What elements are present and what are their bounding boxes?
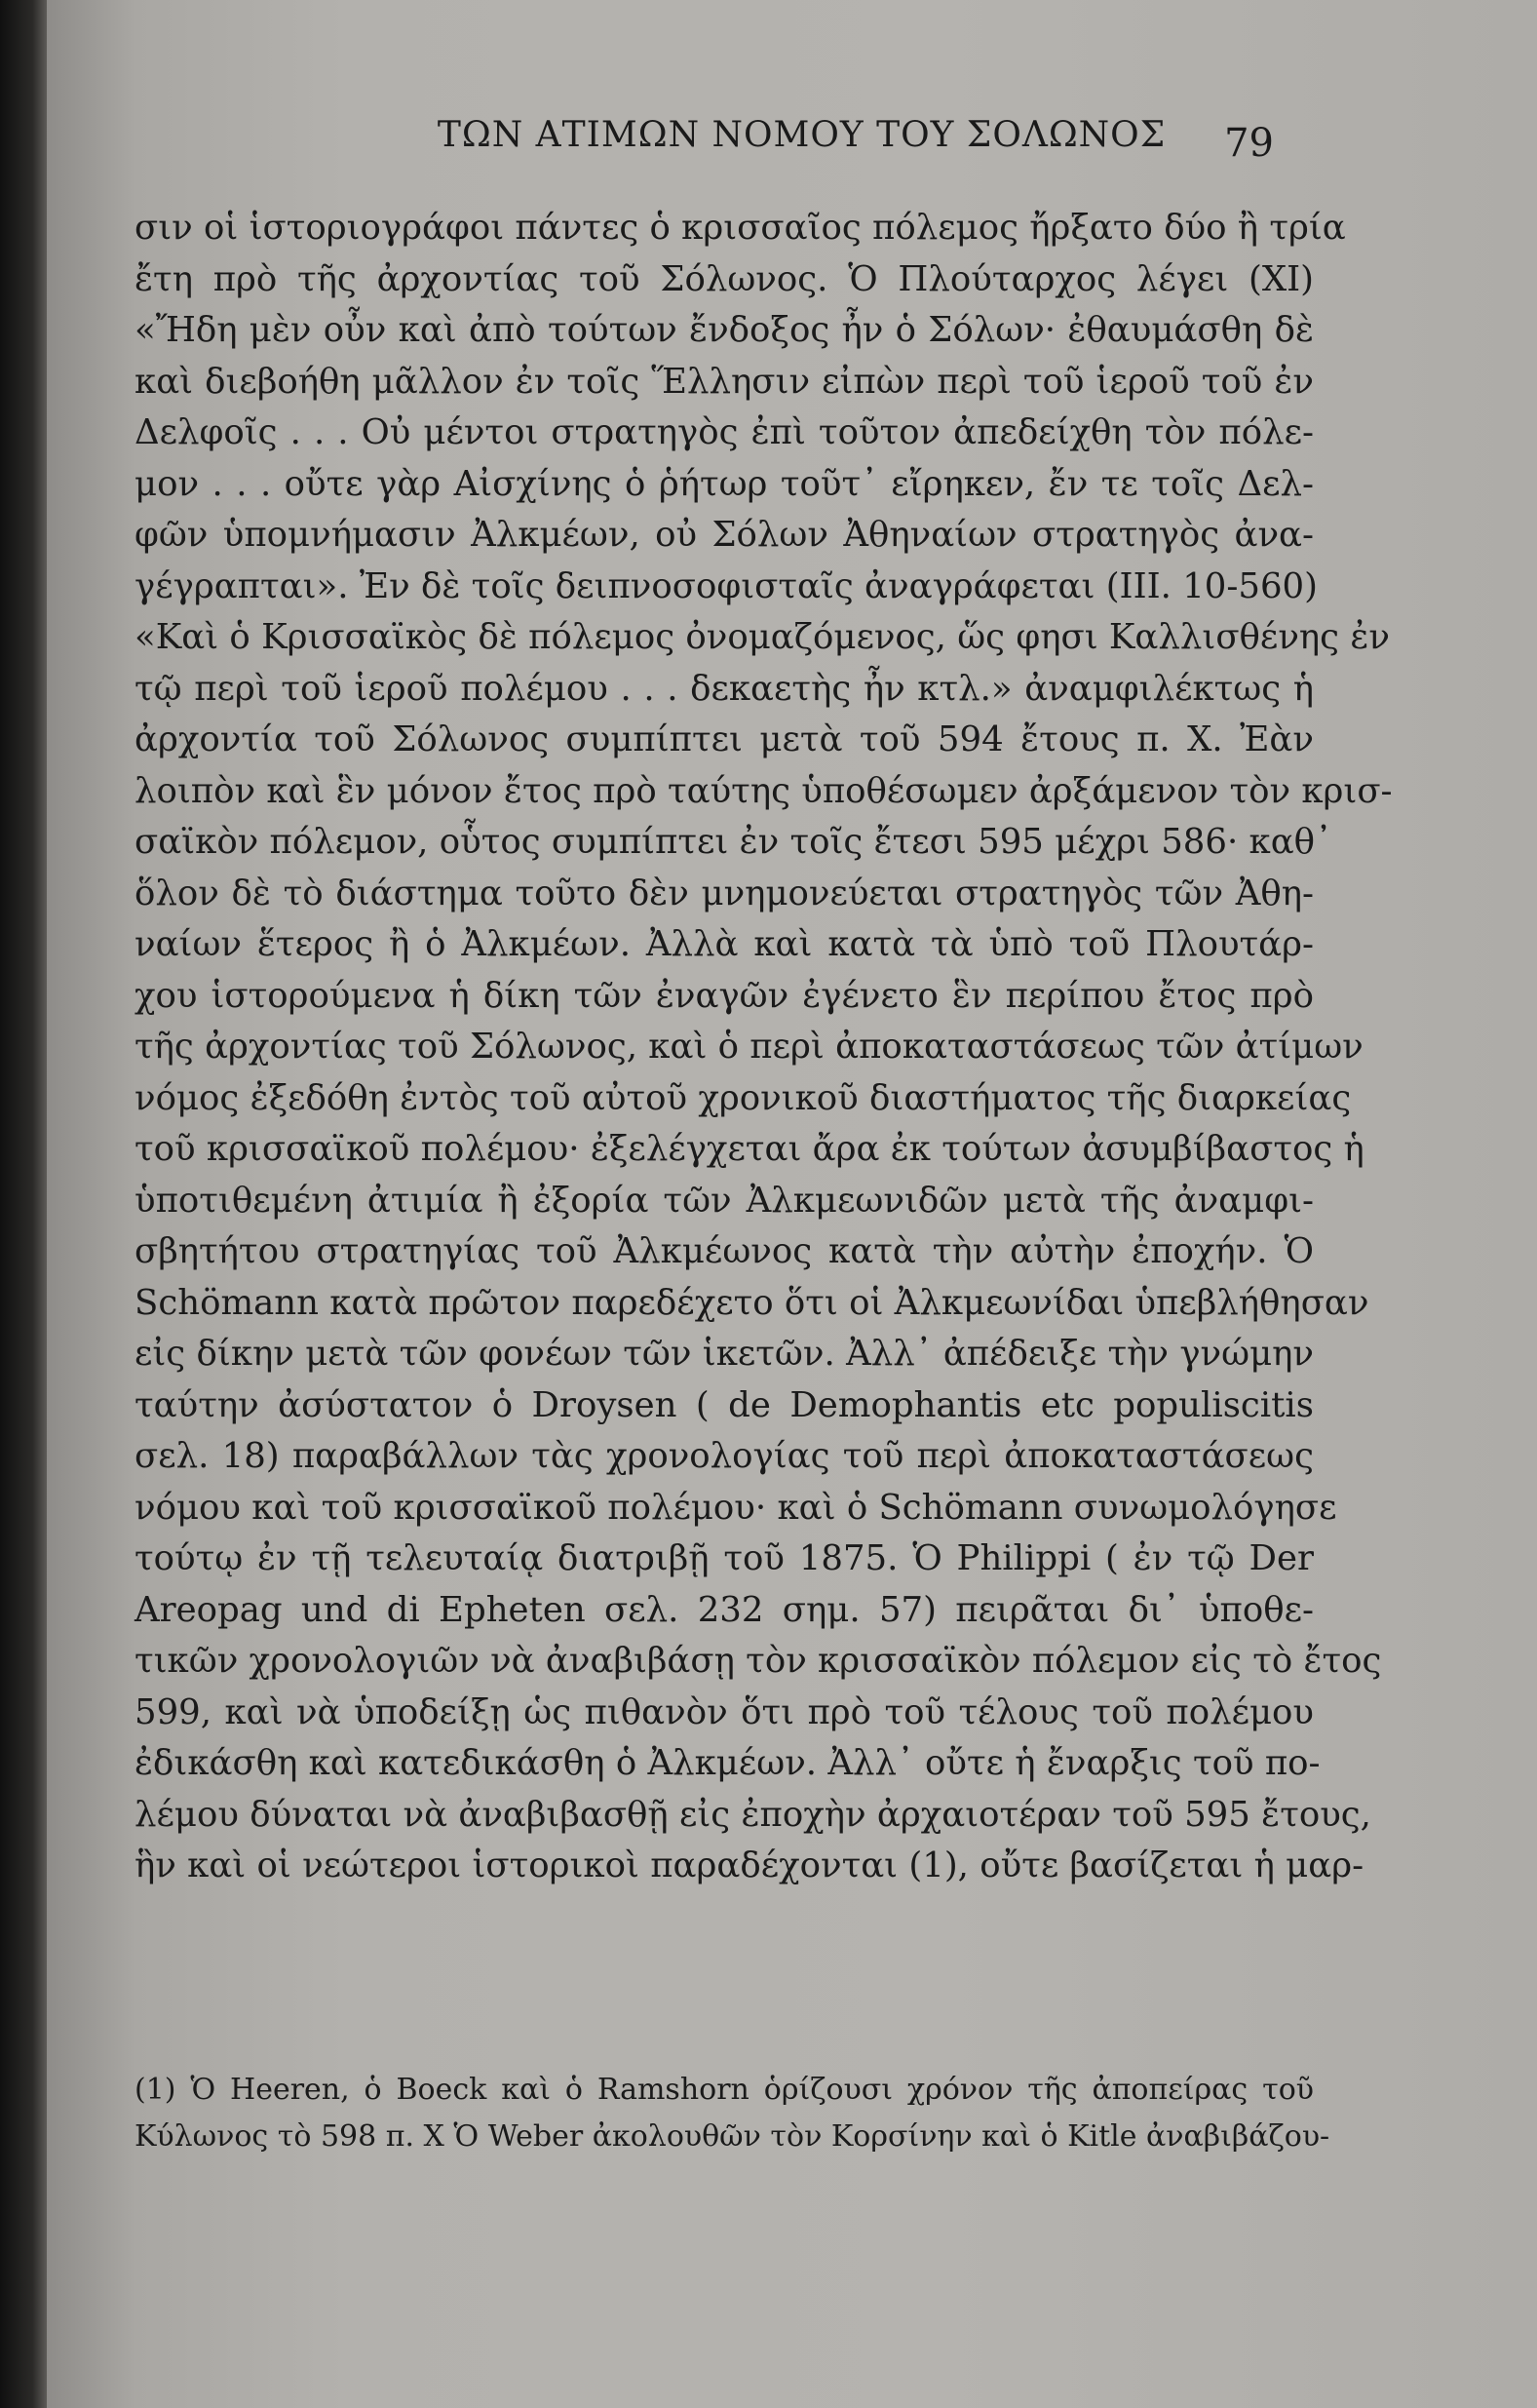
- text-line: ναίων ἕτερος ἢ ὁ Ἀλκμέων. Ἀλλὰ καὶ κατὰ τὰ ὑπὸ τοῦ Πλουτάρ-: [134, 924, 1314, 964]
- text-line: ἀρχοντία τοῦ Σόλωνος συμπίπτει μετὰ τοῦ 594 ἔτους π. Χ. Ἐὰν: [134, 719, 1314, 759]
- text-line: ὑποτιθεμένη ἀτιμία ἢ ἐξορία τῶν Ἀλκμεωνιδῶν μετὰ τῆς ἀναμφι-: [134, 1180, 1314, 1221]
- text-line: τικῶν χρονολογιῶν νὰ ἀναβιβάσῃ τὸν κρισσαϊκὸν πόλεμον εἰς τὸ ἔτος: [134, 1641, 1382, 1681]
- text-line: τοῦ κρισσαϊκοῦ πολέμου· ἐξελέγχεται ἄρα ἐκ τούτων ἀσυμβίβαστος ἡ: [134, 1129, 1364, 1169]
- text-line: ταύτην ἀσύστατον ὁ Droysen ( de Demophantis etc populiscitis: [134, 1384, 1314, 1425]
- text-line: σιν οἱ ἱστοριογράφοι πάντες ὁ κρισσαῖος πόλεμος ἤρξατο δύο ἢ τρία: [134, 208, 1346, 248]
- text-line: καὶ διεβοήθη μᾶλλον ἐν τοῖς Ἕλλησιν εἰπὼν περὶ τοῦ ἱεροῦ τοῦ ἐν: [134, 361, 1314, 402]
- text-line: τῷ περὶ τοῦ ἱεροῦ πολέμου . . . δεκαετὴς ἦν κτλ.» ἀναμφιλέκτως ἡ: [134, 668, 1314, 709]
- text-line: χου ἱστορούμενα ἡ δίκη τῶν ἐναγῶν ἐγένετο ἓν περίπου ἔτος πρὸ: [134, 975, 1314, 1016]
- text-line: φῶν ὑπομνήμασιν Ἀλκμέων, οὐ Σόλων Ἀθηναίων στρατηγὸς ἀνα-: [134, 515, 1314, 555]
- text-line: σβητήτου στρατηγίας τοῦ Ἀλκμέωνος κατὰ τὴν αὐτὴν ἐποχήν. Ὁ: [134, 1231, 1314, 1271]
- text-line: ἣν καὶ οἱ νεώτεροι ἱστορικοὶ παραδέχονται (1), οὔτε βασίζεται ἡ μαρ-: [134, 1845, 1364, 1885]
- text-line: νόμου καὶ τοῦ κρισσαϊκοῦ πολέμου· καὶ ὁ Schömann συνωμολόγησε: [134, 1487, 1337, 1528]
- text-line: «Ἤδη μὲν οὖν καὶ ἀπὸ τούτων ἔνδοξος ἦν ὁ Σόλων· ἐθαυμάσθη δὲ: [134, 310, 1314, 350]
- text-line: εἰς δίκην μετὰ τῶν φονέων τῶν ἱκετῶν. Ἀλλ᾽ ἀπέδειξε τὴν γνώμην: [134, 1334, 1314, 1374]
- text-line: τούτῳ ἐν τῇ τελευταίᾳ διατριβῇ τοῦ 1875. Ὁ Philippi ( ἐν τῷ Der: [134, 1538, 1314, 1578]
- book-page: [47, 0, 1537, 2408]
- text-line: μον . . . οὔτε γὰρ Αἰσχίνης ὁ ῥήτωρ τοῦτ᾽ εἴρηκεν, ἔν τε τοῖς Δελ-: [134, 463, 1314, 504]
- text-line: ὅλον δὲ τὸ διάστημα τοῦτο δὲν μνημονεύεται στρατηγὸς τῶν Ἀθη-: [134, 873, 1314, 913]
- text-line: ἔτη πρὸ τῆς ἀρχοντίας τοῦ Σόλωνος. Ὁ Πλούταρχος λέγει (ΧΙ): [134, 258, 1314, 299]
- text-line: τῆς ἀρχοντίας τοῦ Σόλωνος, καὶ ὁ περὶ ἀποκαταστάσεως τῶν ἀτίμων: [134, 1027, 1364, 1067]
- text-line: σαϊκὸν πόλεμον, οὗτος συμπίπτει ἐν τοῖς ἔτεσι 595 μέχρι 586· καθ᾽: [134, 822, 1332, 862]
- footnote-line: Κύλωνος τὸ 598 π. Χ Ὁ Weber ἀκολουθῶν τὸν Κορσίνην καὶ ὁ Kitle ἀναβιβάζου-: [134, 2119, 1330, 2154]
- text-line: νόμος ἐξεδόθη ἐντὸς τοῦ αὐτοῦ χρονικοῦ διαστήματος τῆς διαρκείας: [134, 1077, 1352, 1118]
- text-line: λέμου δύναται νὰ ἀναβιβασθῇ εἰς ἐποχὴν ἀρχαιοτέραν τοῦ 595 ἔτους,: [134, 1794, 1371, 1835]
- text-line: γέγραπται». Ἐν δὲ τοῖς δειπνοσοφισταῖς ἀναγράφεται (III. 10-560): [134, 565, 1318, 606]
- text-line: λοιπὸν καὶ ἓν μόνον ἔτος πρὸ ταύτης ὑποθέσωμεν ἀρξάμενον τὸν κρισ-: [134, 770, 1393, 811]
- footnotes: [134, 2067, 1330, 2160]
- page-number: 79: [1224, 121, 1274, 166]
- text-line: Δελφοῖς . . . Οὐ μέντοι στρατηγὸς ἐπὶ τοῦτον ἀπεδείχθη τὸν πόλε-: [134, 412, 1314, 452]
- body-text: [134, 203, 1393, 1892]
- book-gutter-shadow: [0, 0, 47, 2408]
- text-line: «Καὶ ὁ Κρισσαϊκὸς δὲ πόλεμος ὀνομαζόμενος, ὥς φησι Καλλισθένης ἐν: [134, 617, 1390, 657]
- text-line: 599, καὶ νὰ ὑποδείξῃ ὡς πιθανὸν ὅτι πρὸ τοῦ τέλους τοῦ πολέμου: [134, 1691, 1314, 1732]
- text-line: ἐδικάσθη καὶ κατεδικάσθη ὁ Ἀλκμέων. Ἀλλ᾽ οὔτε ἡ ἔναρξις τοῦ πο-: [134, 1743, 1321, 1783]
- text-line: Schömann κατὰ πρῶτον παρεδέχετο ὅτι οἱ Ἀλκμεωνίδαι ὑπεβλήθησαν: [134, 1282, 1369, 1323]
- text-line: σελ. 18) παραβάλλων τὰς χρονολογίας τοῦ περὶ ἀποκαταστάσεως: [134, 1436, 1314, 1476]
- text-line: Areopag und di Epheten σελ. 232 σημ. 57) πειρᾶται δι᾽ ὑποθε-: [134, 1589, 1314, 1630]
- footnote-line: (1) Ὁ Heeren, ὁ Boeck καὶ ὁ Ramshorn ὁρίζουσι χρόνον τῆς ἀποπείρας τοῦ: [134, 2073, 1314, 2107]
- running-header: ΤΩΝ ΑΤΙΜΩΝ ΝΟΜΟΥ ΤΟΥ ΣΟΛΩΝΟΣ: [437, 115, 1167, 155]
